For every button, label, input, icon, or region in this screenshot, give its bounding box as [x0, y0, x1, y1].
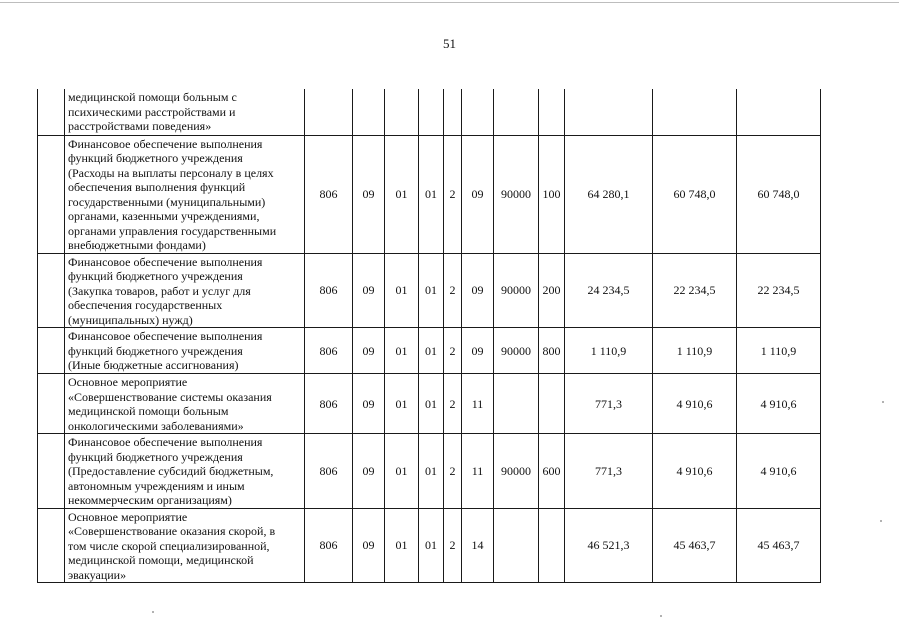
gr-code-cell: 806: [305, 374, 353, 434]
expense-type-cell: [539, 374, 565, 434]
sum-year1-cell: [565, 89, 653, 135]
table-row: [38, 253, 821, 328]
subsection-cell: 01: [385, 374, 419, 434]
item-name-line: (Иные бюджетные ассигнования): [68, 358, 239, 372]
subprogram-cell: [444, 89, 462, 135]
direction-cell: 90000: [494, 253, 539, 328]
item-name-line: обеспечения выполнения функций: [68, 180, 246, 194]
sum-year2-cell: [653, 89, 737, 135]
subsection-cell: 01: [385, 328, 419, 374]
table-row: [38, 434, 821, 509]
row-number-cell: [38, 253, 65, 328]
sum-year1-cell: 1 110,9: [565, 328, 653, 374]
direction-cell: 90000: [494, 328, 539, 374]
subsection-cell: 01: [385, 434, 419, 509]
item-name-cell: [65, 328, 305, 374]
sum-year2-cell: 4 910,6: [653, 434, 737, 509]
budget-table: [37, 89, 821, 583]
event-cell: 09: [462, 135, 494, 253]
sum-year2-cell: 22 234,5: [653, 253, 737, 328]
direction-cell: [494, 374, 539, 434]
item-name-line: (Расходы на выплаты персоналу в целях: [68, 165, 274, 180]
program-cell: 01: [419, 135, 444, 253]
gr-code-cell: 806: [305, 135, 353, 253]
item-name-cell: [65, 374, 305, 434]
row-number-cell: [38, 89, 65, 135]
item-name-cell: [65, 434, 305, 509]
item-name-line: Финансовое обеспечение выполнения: [68, 329, 263, 343]
item-name-line: Финансовое обеспечение выполнения: [68, 254, 263, 269]
section-cell: 09: [353, 508, 385, 583]
expense-type-cell: 600: [539, 434, 565, 509]
subsection-cell: [385, 89, 419, 135]
gr-code-cell: 806: [305, 328, 353, 374]
item-name-line: функций бюджетного учреждения: [68, 449, 243, 464]
subprogram-cell: 2: [444, 374, 462, 434]
item-name-line: медицинской помощи больным с: [68, 90, 237, 104]
item-name-line: онкологическими заболеваниями»: [68, 418, 244, 433]
section-cell: 09: [353, 434, 385, 509]
item-name-line: функций бюджетного учреждения: [68, 151, 243, 165]
item-name-line: Финансовое обеспечение выполнения: [68, 136, 263, 151]
item-name-line: эвакуации»: [68, 567, 127, 582]
item-name-line: расстройствами поведения»: [68, 119, 212, 133]
expense-type-cell: [539, 508, 565, 583]
subprogram-cell: 2: [444, 253, 462, 328]
scan-speck: [152, 611, 154, 613]
item-name-line: органами управления государственными: [68, 223, 277, 238]
sum-year3-cell: 22 234,5: [737, 253, 821, 328]
table-row: [38, 135, 821, 253]
row-number-cell: [38, 434, 65, 509]
subsection-cell: 01: [385, 253, 419, 328]
subprogram-cell: 2: [444, 434, 462, 509]
section-cell: 09: [353, 253, 385, 328]
item-name-line: органами, казенными учреждениями,: [68, 209, 260, 223]
subprogram-cell: 2: [444, 328, 462, 374]
program-cell: 01: [419, 328, 444, 374]
program-cell: 01: [419, 374, 444, 434]
direction-cell: [494, 89, 539, 135]
item-name-cell: [65, 135, 305, 253]
sum-year3-cell: 4 910,6: [737, 374, 821, 434]
sum-year3-cell: 45 463,7: [737, 508, 821, 583]
item-name-line: внебюджетными фондами): [68, 238, 206, 252]
scan-speck: [880, 520, 882, 522]
item-name-line: функций бюджетного учреждения: [68, 269, 243, 283]
expense-type-cell: 200: [539, 253, 565, 328]
row-number-cell: [38, 135, 65, 253]
table-row: [38, 328, 821, 374]
item-name-line: некоммерческим организациям): [68, 493, 232, 507]
program-cell: 01: [419, 253, 444, 328]
item-name-line: Основное мероприятие: [68, 375, 188, 389]
item-name-line: (Закупка товаров, работ и услуг для: [68, 283, 251, 298]
scan-edge: [0, 2, 899, 3]
sum-year3-cell: [737, 89, 821, 135]
program-cell: 01: [419, 434, 444, 509]
item-name-line: Основное мероприятие: [68, 509, 188, 524]
row-number-cell: [38, 374, 65, 434]
scan-speck: [882, 401, 884, 403]
row-number-cell: [38, 508, 65, 583]
item-name-line: государственными (муниципальными): [68, 194, 266, 209]
item-name-line: «Совершенствование оказания скорой, в: [68, 524, 276, 538]
subsection-cell: 01: [385, 135, 419, 253]
item-name-line: «Совершенствование системы оказания: [68, 389, 272, 404]
expense-type-cell: [539, 89, 565, 135]
table-row: [38, 89, 821, 135]
gr-code-cell: [305, 89, 353, 135]
direction-cell: 90000: [494, 434, 539, 509]
gr-code-cell: 806: [305, 434, 353, 509]
program-cell: 01: [419, 508, 444, 583]
item-name-line: медицинской помощи больным: [68, 404, 229, 418]
sum-year2-cell: 1 110,9: [653, 328, 737, 374]
event-cell: 11: [462, 374, 494, 434]
section-cell: 09: [353, 135, 385, 253]
sum-year3-cell: 1 110,9: [737, 328, 821, 374]
item-name-cell: [65, 508, 305, 583]
table-row: [38, 374, 821, 434]
event-cell: 09: [462, 328, 494, 374]
direction-cell: 90000: [494, 135, 539, 253]
item-name-line: автономным учреждениям и иным: [68, 478, 245, 493]
sum-year2-cell: 45 463,7: [653, 508, 737, 583]
sum-year3-cell: 60 748,0: [737, 135, 821, 253]
row-number-cell: [38, 328, 65, 374]
item-name-line: медицинской помощи, медицинской: [68, 553, 254, 567]
item-name-line: (муниципальных) нужд): [68, 312, 193, 327]
scan-speck: [660, 615, 662, 617]
direction-cell: [494, 508, 539, 583]
item-name-cell: [65, 253, 305, 328]
gr-code-cell: 806: [305, 253, 353, 328]
sum-year1-cell: 64 280,1: [565, 135, 653, 253]
expense-type-cell: 100: [539, 135, 565, 253]
item-name-line: том числе скорой специализированной,: [68, 538, 270, 553]
sum-year3-cell: 4 910,6: [737, 434, 821, 509]
item-name-line: психическими расстройствами и: [68, 104, 236, 119]
section-cell: [353, 89, 385, 135]
event-cell: 14: [462, 508, 494, 583]
sum-year2-cell: 60 748,0: [653, 135, 737, 253]
gr-code-cell: 806: [305, 508, 353, 583]
sum-year1-cell: 46 521,3: [565, 508, 653, 583]
section-cell: 09: [353, 374, 385, 434]
page-number: 51: [443, 36, 456, 51]
event-cell: [462, 89, 494, 135]
sum-year1-cell: 771,3: [565, 434, 653, 509]
sum-year1-cell: 771,3: [565, 374, 653, 434]
section-cell: 09: [353, 328, 385, 374]
event-cell: 09: [462, 253, 494, 328]
subsection-cell: 01: [385, 508, 419, 583]
item-name-line: (Предоставление субсидий бюджетным,: [68, 464, 274, 478]
sum-year1-cell: 24 234,5: [565, 253, 653, 328]
sum-year2-cell: 4 910,6: [653, 374, 737, 434]
subprogram-cell: 2: [444, 135, 462, 253]
program-cell: [419, 89, 444, 135]
item-name-line: функций бюджетного учреждения: [68, 343, 243, 358]
item-name-cell: [65, 89, 305, 135]
item-name-line: обеспечения государственных: [68, 298, 223, 312]
expense-type-cell: 800: [539, 328, 565, 374]
table-row: [38, 508, 821, 583]
subprogram-cell: 2: [444, 508, 462, 583]
event-cell: 11: [462, 434, 494, 509]
item-name-line: Финансовое обеспечение выполнения: [68, 435, 263, 449]
